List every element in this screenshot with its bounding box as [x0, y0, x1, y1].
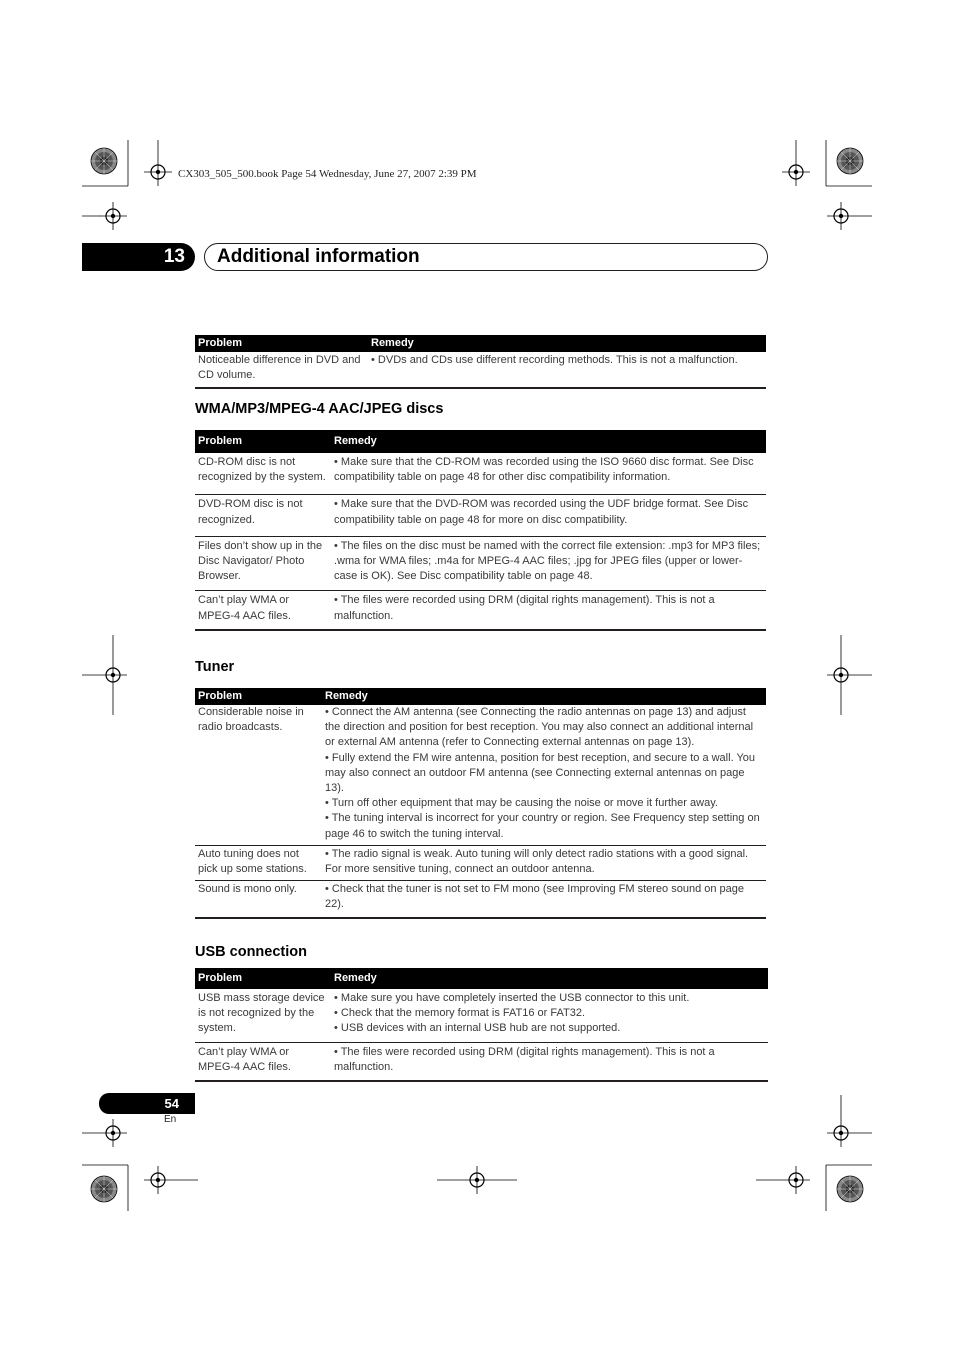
problem-cell: DVD-ROM disc is not recognized.: [195, 495, 331, 536]
problem-cell: Noticeable difference in DVD and CD volume.: [195, 352, 368, 388]
section-heading-usb: USB connection: [195, 944, 307, 960]
problem-cell: USB mass storage device is not recognized by the system.: [195, 989, 331, 1042]
table-row: [195, 453, 766, 495]
chapter-number: 13: [82, 243, 195, 271]
remedy-cell: • The files were recorded using DRM (digital rights management). This is not a malfunction.: [331, 591, 766, 630]
remedy-cell: • DVDs and CDs use different recording methods. This is not a malfunction.: [368, 352, 766, 388]
column-header-problem: Problem: [195, 335, 368, 352]
print-info: CX303_505_500.book Page 54 Wednesday, June 27, 2007 2:39 PM: [178, 168, 477, 180]
column-header-remedy: Remedy: [322, 688, 766, 705]
table-row: [195, 495, 766, 536]
page-number: 54: [99, 1093, 195, 1114]
troubleshooting-table-usb: [195, 968, 768, 1082]
problem-cell: Can’t play WMA or MPEG-4 AAC files.: [195, 1042, 331, 1081]
table-row: [195, 1042, 768, 1081]
table-row: [195, 881, 766, 918]
troubleshooting-table-discs: [195, 430, 766, 631]
page-language: En: [164, 1114, 177, 1125]
remedy-cell: • Make sure that the DVD-ROM was recorded using the UDF bridge format. See Disc compatibility table on page 48 for more on disc compatibility.: [331, 495, 766, 536]
remedy-cell: • Make sure that the CD-ROM was recorded using the ISO 9660 disc format. See Disc compatibility table on page 48 for other disc compatibility information.: [331, 453, 766, 495]
column-header-problem: Problem: [195, 968, 331, 989]
remedy-cell: • The files were recorded using DRM (digital rights management). This is not a malfunction.: [331, 1042, 768, 1081]
table-row: [195, 536, 766, 591]
column-header-remedy: Remedy: [368, 335, 766, 352]
problem-cell: Files don’t show up in the Disc Navigator/ Photo Browser.: [195, 536, 331, 591]
table-row: [195, 705, 766, 845]
table-row: [195, 352, 766, 388]
table-row: [195, 845, 766, 880]
problem-cell: Considerable noise in radio broadcasts.: [195, 705, 322, 845]
column-header-remedy: Remedy: [331, 430, 766, 453]
remedy-cell: • Make sure you have completely inserted the USB connector to this unit. • Check that the memory format is FAT16 or FAT32. • USB devices with an internal USB hub are not supported.: [331, 989, 768, 1042]
section-heading-tuner: Tuner: [195, 659, 235, 675]
problem-cell: CD-ROM disc is not recognized by the system.: [195, 453, 331, 495]
problem-cell: Auto tuning does not pick up some stations.: [195, 845, 322, 880]
troubleshooting-table-tuner: [195, 688, 766, 919]
column-header-remedy: Remedy: [331, 968, 768, 989]
problem-cell: Can’t play WMA or MPEG-4 AAC files.: [195, 591, 331, 630]
remedy-cell: • Check that the tuner is not set to FM mono (see Improving FM stereo sound on page 22).: [322, 881, 766, 918]
column-header-problem: Problem: [195, 430, 331, 453]
section-heading-discs: WMA/MP3/MPEG-4 AAC/JPEG discs: [195, 401, 444, 417]
troubleshooting-table-general: [195, 335, 766, 389]
chapter-title: Additional information: [204, 243, 768, 271]
remedy-cell: • The files on the disc must be named with the correct file extension: .mp3 for MP3 files; .wma for WMA files; .m4a for MPEG-4 AAC files; .jpg for JPEG files (upper or lower-case is OK). See Disc compatibility table on page 48.: [331, 536, 766, 591]
table-row: [195, 989, 768, 1042]
remedy-cell: • Connect the AM antenna (see Connecting the radio antennas on page 13) and adjust the direction and position for best reception. You may also connect an additional internal or external AM antenna (refer to Connecting external antennas on page 13). • Fully extend the FM wire antenna, position for best reception, and secure to a wall. You may also connect an outdoor FM antenna (see Connecting external antennas on page 13). • Turn off other equipment that may be causing the noise or move it further away. • The tuning interval is incorrect for your country or region. See Frequency step setting on page 46 to switch the tuning interval.: [322, 705, 766, 845]
column-header-problem: Problem: [195, 688, 322, 705]
table-row: [195, 591, 766, 630]
problem-cell: Sound is mono only.: [195, 881, 322, 918]
remedy-cell: • The radio signal is weak. Auto tuning will only detect radio stations with a good signal. For more sensitive tuning, connect an outdoor antenna.: [322, 845, 766, 880]
